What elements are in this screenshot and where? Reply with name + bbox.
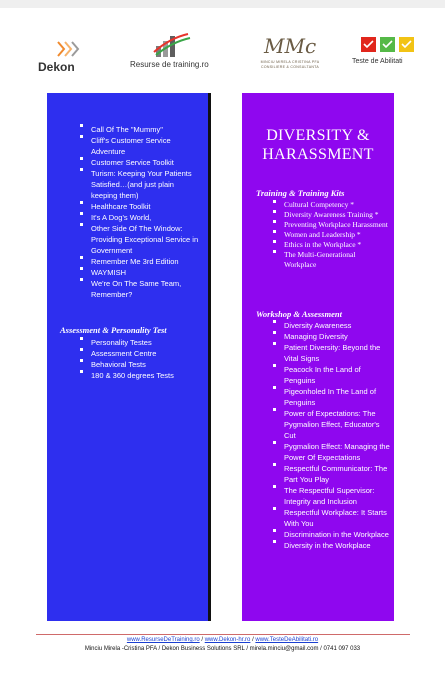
list-item: Remember Me 3rd Edition [77, 256, 201, 267]
list-item: Power of Expectations: The Pygmalion Effect, Educator's Cut [270, 408, 390, 441]
training-heading: Training & Training Kits [256, 188, 345, 198]
list-item: Diversity Awareness Training * [270, 210, 388, 220]
mm-logo[interactable] [250, 36, 330, 76]
resurse-logo[interactable] [130, 32, 225, 72]
assessment-heading: Assessment & Personality Test [60, 325, 167, 335]
dekon-wordmark: Dekon [38, 60, 75, 74]
list-item: Diversity Awareness [270, 320, 390, 331]
list-item: WAYMISH [77, 267, 201, 278]
list-item: Respectful Communicator: The Part You Play [270, 463, 390, 485]
list-item: Cliff's Customer Service Adventure [77, 135, 201, 157]
workshop-list [270, 320, 390, 551]
list-item: Managing Diversity [270, 331, 390, 342]
list-item: Assessment Centre [77, 348, 201, 359]
list-item: Preventing Workplace Harassment [270, 220, 388, 230]
footer-divider [36, 634, 410, 635]
list-item: Customer Service Toolkit [77, 157, 201, 168]
dekon-chevrons-icon [56, 40, 82, 58]
mm-monogram: MMc [264, 34, 317, 58]
list-item: We're On The Same Team, Remember? [77, 278, 201, 300]
list-item: Ethics in the Workplace * [270, 240, 388, 250]
list-item: Other Side Of The Window: Providing Exceptional Service in Government [77, 223, 201, 256]
list-item: Call Of The "Mummy" [77, 124, 201, 135]
footer-contact: Minciu Mirela -Cristina PFA / Dekon Business Solutions SRL / mirela.minciu@gmail.com / 0741 097 033 [84, 646, 361, 652]
link-dekon[interactable]: www.Dekon-hr.ro [204, 637, 251, 643]
dekon-logo[interactable] [38, 40, 98, 74]
left-panel-edge [208, 93, 211, 621]
list-item: Women and Leadership * [270, 230, 388, 240]
list-item: Pygmalion Effect: Managing the Power Of Expectations [270, 441, 390, 463]
list-item: Healthcare Toolkit [77, 201, 201, 212]
left-course-list [77, 124, 201, 300]
mm-subtitle: MINCIU MIRELA CRISTINA PFA CONSILIERE & CONSULTANTA [260, 60, 320, 69]
page-title: DIVERSITY & HARASSMENT [262, 127, 374, 163]
list-item: Behavioral Tests [77, 359, 201, 370]
link-resursedetraining[interactable]: www.ResurseDeTraining.ro [126, 637, 200, 643]
list-item: Pigeonholed In The Land of Penguins [270, 386, 390, 408]
link-separator: / [201, 637, 204, 643]
list-item: Discrimination in the Workplace [270, 529, 390, 540]
list-item: 180 & 360 degrees Tests [77, 370, 201, 381]
top-edge [0, 0, 445, 8]
footer-links [0, 637, 445, 643]
training-list [270, 200, 388, 270]
list-item: Respectful Workplace: It Starts With You [270, 507, 390, 529]
check-squares-icon [360, 36, 416, 54]
list-item: Personality Testes [77, 337, 201, 348]
list-item: Peacock In the Land of Penguins [270, 364, 390, 386]
teste-logo[interactable] [352, 36, 424, 70]
list-item: The Multi-Generational Workplace [270, 250, 388, 270]
assessment-list [77, 337, 201, 381]
list-item: Patient Diversity: Beyond the Vital Signs [270, 342, 390, 364]
resurse-wordmark: Resurse de training.ro [130, 60, 209, 69]
teste-wordmark: Teste de Abilitati [352, 58, 403, 65]
list-item: The Respectful Supervisor: Integrity and Inclusion [270, 485, 390, 507]
link-separator: / [252, 637, 254, 643]
list-item: Turism: Keeping Your Patients Satisfied…(and just plain keeping them) [77, 168, 201, 201]
bar-chart-icon [152, 32, 192, 58]
list-item: It's A Dog's World, [77, 212, 201, 223]
list-item: Diversity in the Workplace [270, 540, 390, 551]
list-item: Cultural Competency * [270, 200, 388, 210]
link-testedeabilitati[interactable]: www.TesteDeAbilitati.ro [255, 637, 319, 643]
workshop-heading: Workshop & Assessment [256, 309, 342, 319]
